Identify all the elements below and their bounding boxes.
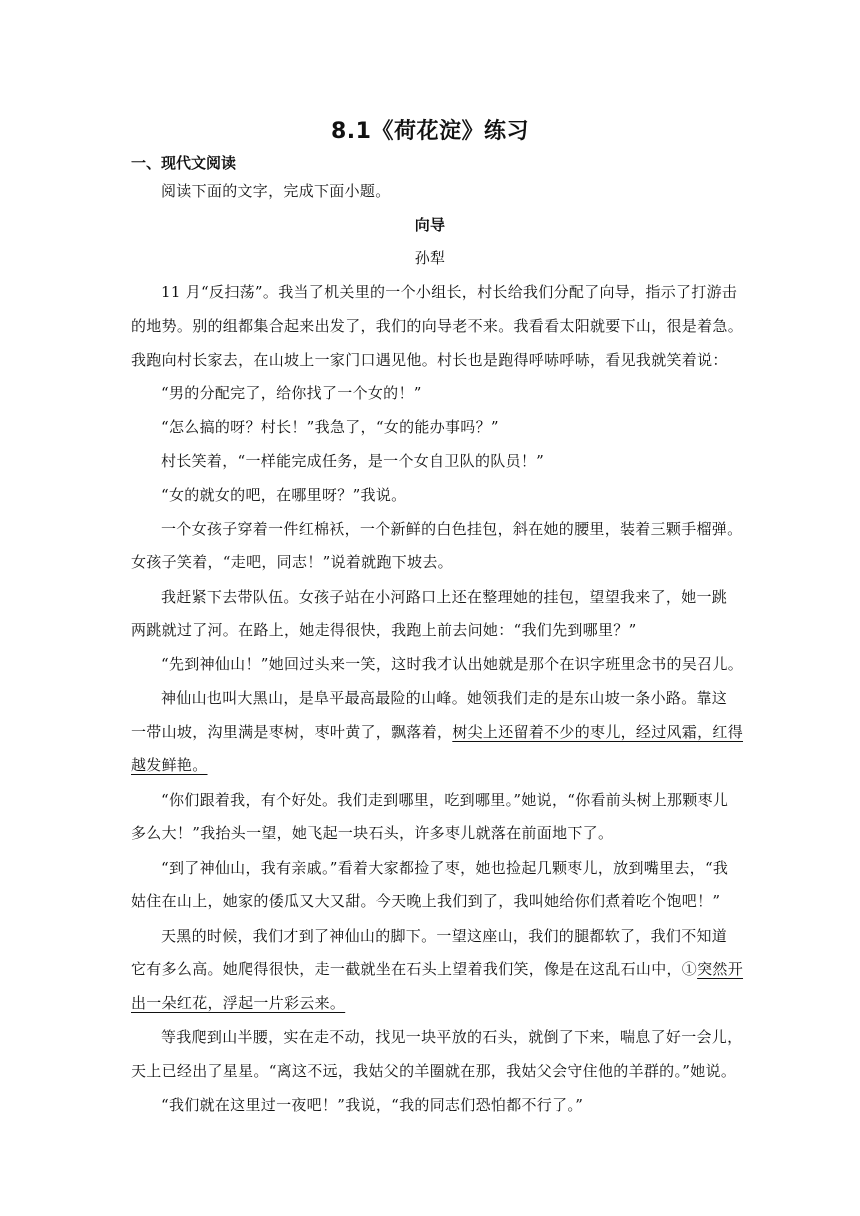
text-line: 我赶紧下去带队伍。女孩子站在小河路口上还在整理她的挂包，望望我来了，她一跳 xyxy=(161,588,728,606)
text-line: 女孩子笑着，“走吧，同志！”说着就跑下坡去。 xyxy=(131,553,453,571)
text-line: 我跑向村长家去，在山坡上一家门口遇见他。村长也是跑得呼哧呼哧，看见我就笑着说： xyxy=(131,351,728,369)
text-line: “到了神仙山，我有亲戚。”看着大家都捡了枣，她也捡起几颗枣儿，放到嘴里去，“我 xyxy=(161,859,729,877)
text-line: 它有多么高。她爬得很快，走一截就坐在石头上望着我们笑，像是在这乱石山中，①突然开 xyxy=(131,960,744,978)
underlined-text: 出一朵红花，浮起一片彩云来。 xyxy=(131,994,346,1012)
text-line: “先到神仙山！”她回过头来一笑，这时我才认出她就是那个在识字班里念书的吴召儿。 xyxy=(161,655,744,673)
text-line: 的地势。别的组都集合起来出发了，我们的向导老不来。我看看太阳就要下山，很是着急。 xyxy=(131,317,744,335)
text-line: “我们就在这里过一夜吧！”我说，“我的同志们恐怕都不行了。” xyxy=(161,1096,584,1114)
underlined-text: 树尖上还留着不少的枣儿，经过风霜，红得 xyxy=(452,723,744,741)
text-line xyxy=(131,754,208,775)
text-line: 天黑的时候，我们才到了神仙山的脚下。一望这座山，我们的腿都软了，我们不知道 xyxy=(161,927,728,945)
instruction-text: 阅读下面的文字，完成下面小题。 xyxy=(161,182,391,200)
text-line: 村长笑着，“一样能完成任务，是一个女自卫队的队员！” xyxy=(161,452,545,470)
page-title: 8.1《荷花淀》练习 xyxy=(331,119,529,144)
text-line: 一带山坡，沟里满是枣树，枣叶黄了，飘落着，树尖上还留着不少的枣儿，经过风霜，红得 xyxy=(131,723,744,741)
underlined-text: 越发鲜艳。 xyxy=(131,756,208,774)
text-line: “女的就女的吧，在哪里呀？”我说。 xyxy=(161,486,407,504)
text-line xyxy=(131,992,345,1013)
section-heading: 一、现代文阅读 xyxy=(131,154,237,172)
text-line: 多么大！”我抬头一望，她飞起一块石头，许多枣儿就落在前面地下了。 xyxy=(131,824,614,842)
text-line: “怎么搞的呀？村长！”我急了，“女的能办事吗？” xyxy=(161,418,499,436)
text-line: 等我爬到山半腰，实在走不动，找见一块平放的石头，就倒了下来，喘息了好一会儿， xyxy=(161,1028,743,1046)
text-line: 姑住在山上，她家的倭瓜又大又甜。今天晚上我们到了，我叫她给你们煮着吃个饱吧！” xyxy=(131,892,721,910)
text-line: “你们跟着我，有个好处。我们走到哪里，吃到哪里。”她说，“你看前头树上那颗枣儿 xyxy=(161,791,729,809)
text-line: 天上已经出了星星。“离这不远，我姑父的羊圈就在那，我姑父会守住他的羊群的。”她说。 xyxy=(131,1062,737,1080)
text-line: 神仙山也叫大黑山，是阜平最高最险的山峰。她领我们走的是东山坡一条小路。靠这 xyxy=(161,689,728,707)
text-line: 一个女孩子穿着一件红棉袄，一个新鲜的白色挂包，斜在她的腰里，装着三颗手榴弹。 xyxy=(161,520,743,538)
author-name: 孙犁 xyxy=(414,249,446,267)
text-line: 两跳就过了河。在路上，她走得很快，我跑上前去问她：“我们先到哪里？” xyxy=(131,621,637,639)
text-line: “男的分配完了，给你找了一个女的！” xyxy=(161,384,422,402)
underlined-text: 突然开 xyxy=(697,960,744,978)
text-line: 11 月“反扫荡”。我当了机关里的一个小组长，村长给我们分配了向导，指示了打游击 xyxy=(161,283,738,301)
passage-title: 向导 xyxy=(414,216,446,234)
